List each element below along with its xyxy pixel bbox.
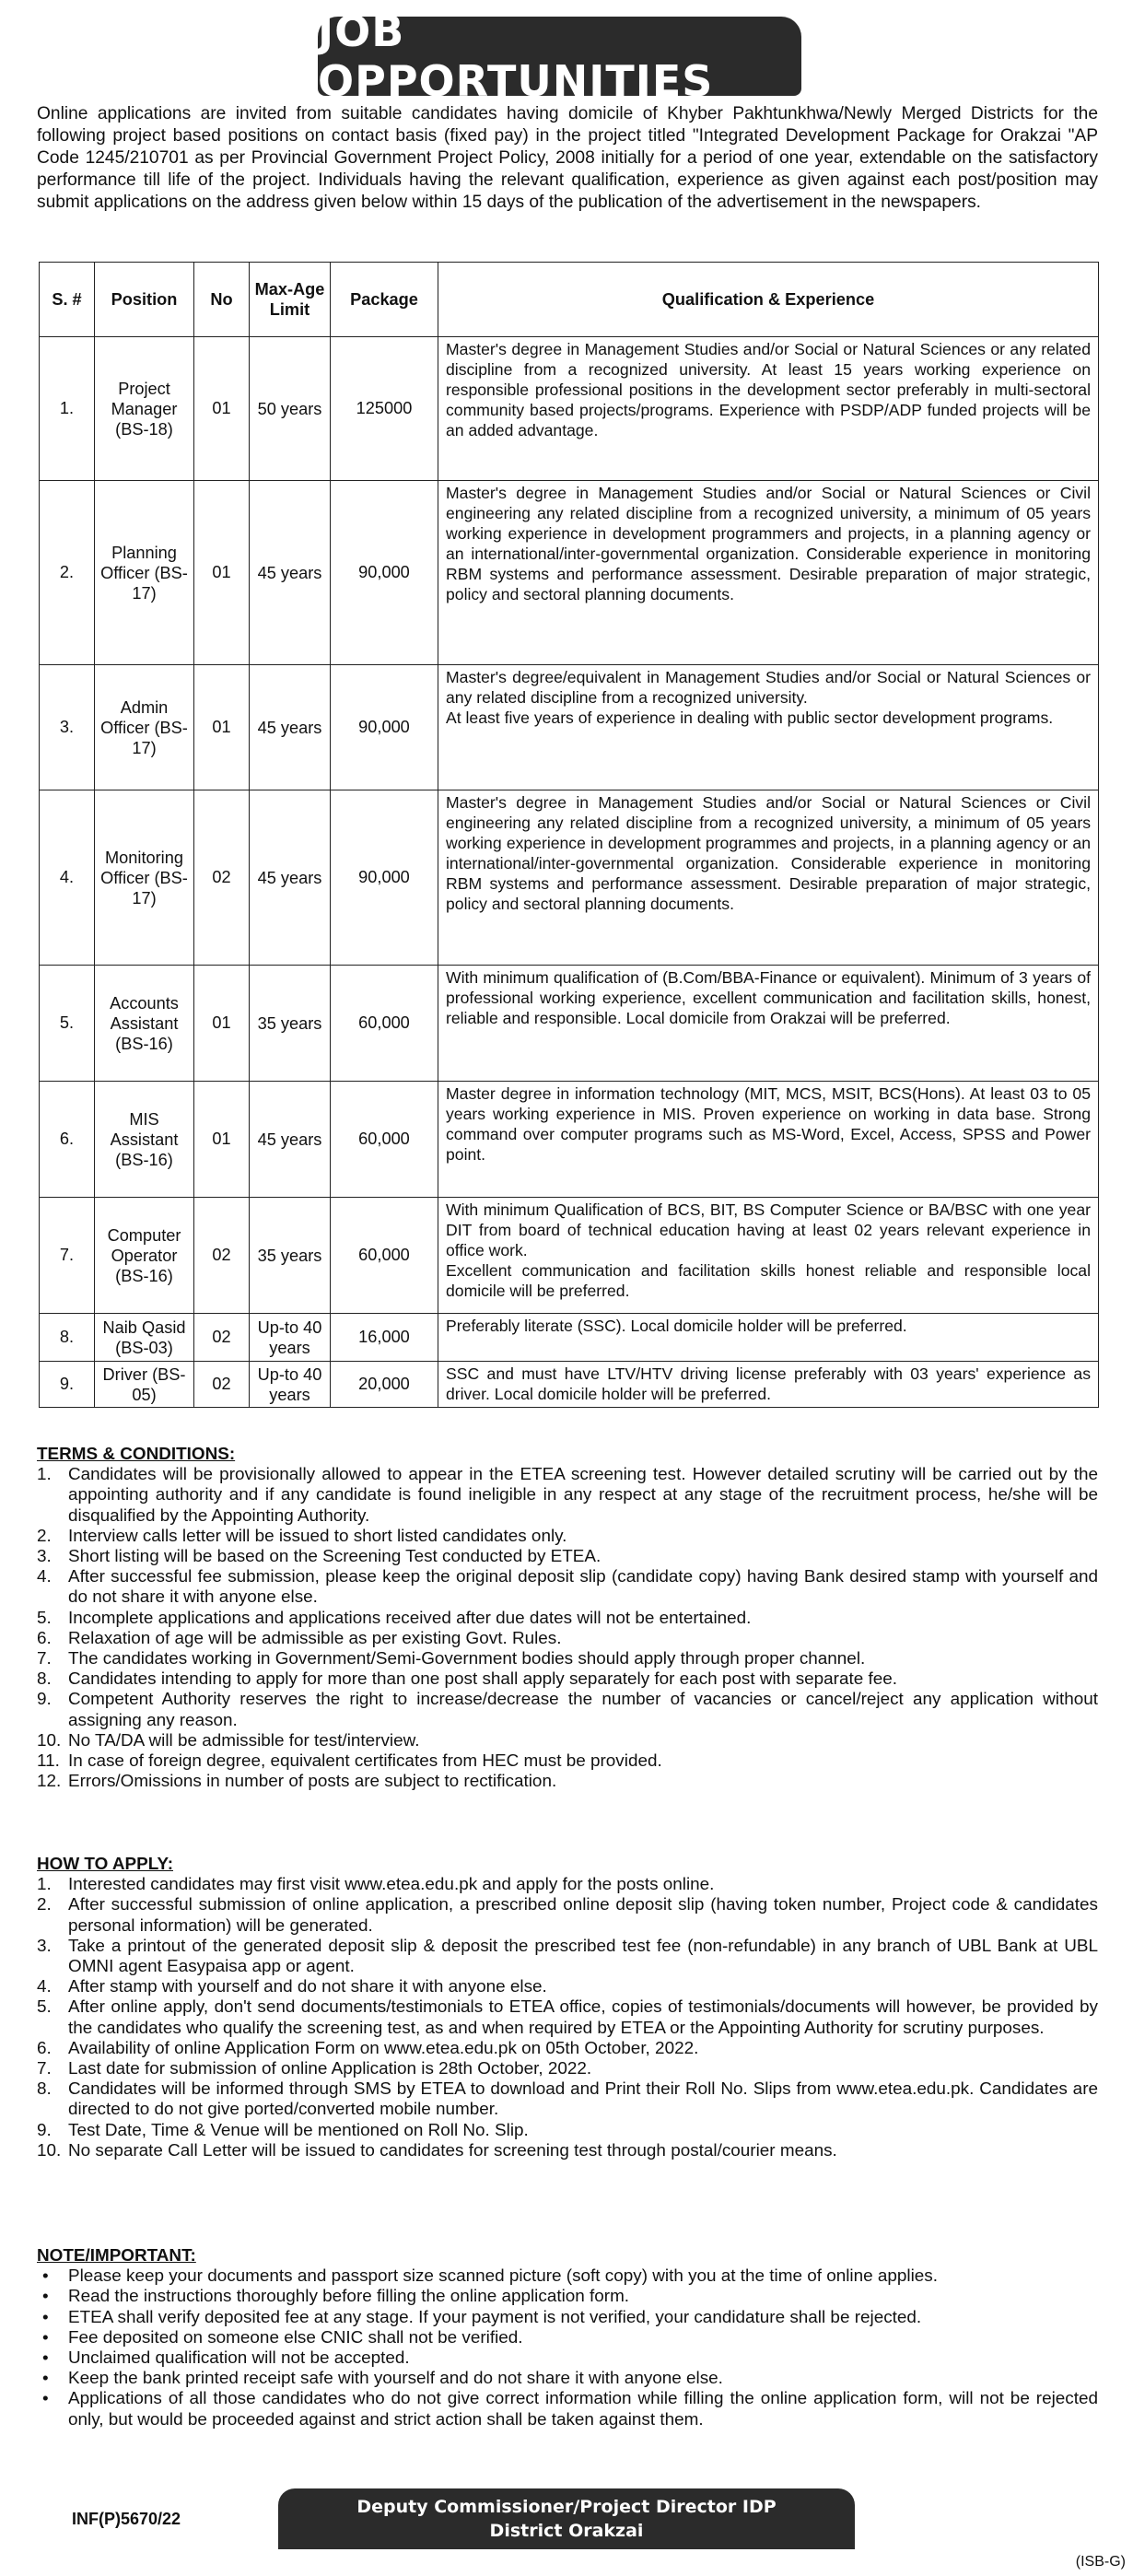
title-banner xyxy=(318,6,801,106)
bullet-icon: • xyxy=(42,2348,49,2369)
item-number: 3. xyxy=(37,1936,52,1956)
jobs-table-body xyxy=(40,337,1099,1408)
cell-age: 45 years xyxy=(250,665,331,790)
list-item xyxy=(37,2348,1098,2369)
cell-package: 60,000 xyxy=(331,1082,438,1198)
list-item xyxy=(37,2328,1098,2348)
cell-qualification: Master's degree in Management Studies and/or Social or Natural Sciences or any related discipline from a recognized university. At least 15 years working experience on responsible professional positions in the development sector preferably in multi-sectoral community based projects/programs. Experience with PSDP/ADP funded projects will be an added advantage. xyxy=(438,337,1099,481)
item-number: 6. xyxy=(37,1628,52,1648)
cell-sno: 5. xyxy=(40,966,95,1082)
item-number: 6. xyxy=(37,2038,52,2058)
item-number: 9. xyxy=(37,2120,52,2140)
item-text: Errors/Omissions in number of posts are subject to rectification. xyxy=(68,1772,557,1792)
item-number: 9. xyxy=(37,1690,52,1710)
terms-section xyxy=(37,1445,1098,1792)
cell-position: Planning Officer (BS-17) xyxy=(95,481,194,665)
item-number: 2. xyxy=(37,1526,52,1546)
header-position: Position xyxy=(95,263,194,337)
item-number: 8. xyxy=(37,2079,52,2100)
cell-sno: 9. xyxy=(40,1362,95,1408)
cell-sno: 1. xyxy=(40,337,95,481)
cell-no: 01 xyxy=(194,966,250,1082)
item-text: The candidates working in Government/Semi-Government bodies should apply through proper channel. xyxy=(68,1649,866,1669)
item-number: 7. xyxy=(37,2059,52,2079)
table-row xyxy=(40,665,1099,790)
list-item xyxy=(37,1527,1098,1547)
item-text: Interview calls letter will be issued to short listed candidates only. xyxy=(68,1526,567,1546)
cell-age: 45 years xyxy=(250,1082,331,1198)
advert-reference: INF(P)5670/22 xyxy=(72,2510,181,2528)
cell-age: Up-to 40 years xyxy=(250,1362,331,1408)
item-text: Fee deposited on someone else CNIC shall not be verified. xyxy=(68,2327,523,2348)
publication-code: (ISB-G) xyxy=(1075,2554,1126,2570)
item-text: Short listing will be based on the Screening Test conducted by ETEA. xyxy=(68,1547,602,1567)
table-row xyxy=(40,790,1099,966)
cell-age: Up-to 40 years xyxy=(250,1314,331,1362)
cell-sno: 3. xyxy=(40,665,95,790)
issuer-box xyxy=(278,2488,855,2549)
header-no: No xyxy=(194,263,250,337)
list-item xyxy=(37,1895,1098,1936)
item-text: Keep the bank printed receipt safe with yourself and do not share it with anyone else. xyxy=(68,2369,723,2389)
list-item xyxy=(37,2039,1098,2059)
how-to-apply-section xyxy=(37,1855,1098,2161)
cell-age: 45 years xyxy=(250,790,331,966)
jobs-table xyxy=(39,262,1099,1408)
item-text: Last date for submission of online Application is 28th October, 2022. xyxy=(68,2059,592,2079)
item-text: No separate Call Letter will be issued to candidates for screening test through postal/courier means. xyxy=(68,2140,837,2160)
cell-package: 20,000 xyxy=(331,1362,438,1408)
terms-heading: TERMS & CONDITIONS: xyxy=(37,1445,236,1464)
cell-package: 90,000 xyxy=(331,790,438,966)
item-number: 1. xyxy=(37,1465,52,1485)
list-item xyxy=(37,1649,1098,1669)
cell-age: 35 years xyxy=(250,1198,331,1314)
cell-position: Naib Qasid (BS-03) xyxy=(95,1314,194,1362)
item-text: Read the instructions thoroughly before filling the online application form. xyxy=(68,2287,630,2307)
cell-qualification: SSC and must have LTV/HTV driving license preferably with 03 years' experience as driver. Local domicile holder will be preferred. xyxy=(438,1362,1099,1408)
cell-qualification: With minimum Qualification of BCS, BIT, BS Computer Science or BA/BSC with one year DIT from board of technical education having at least 02 years relevant experience in office work. Excellent communication and facilitation skills honest reliable and responsible local domicile will be preferred. xyxy=(438,1198,1099,1314)
list-item xyxy=(37,2287,1098,2307)
header-age: Max-Age Limit xyxy=(250,263,331,337)
item-text: After stamp with yourself and do not share it with anyone else. xyxy=(68,1977,547,1997)
item-text: Incomplete applications and applications received after due dates will not be entertained. xyxy=(68,1608,752,1628)
cell-sno: 4. xyxy=(40,790,95,966)
notes-list xyxy=(37,2266,1098,2430)
item-text: Take a printout of the generated deposit slip & deposit the prescribed test fee (non-refundable) in any branch of UBL Bank at UBL OMNI agent Easypaisa app or agent. xyxy=(68,1936,1098,1977)
list-item xyxy=(37,2079,1098,2120)
item-text: ETEA shall verify deposited fee at any stage. If your payment is not verified, your candidature shall be rejected. xyxy=(68,2307,922,2327)
table-row xyxy=(40,1314,1099,1362)
list-item xyxy=(37,1875,1098,1895)
bullet-icon: • xyxy=(42,2327,49,2348)
list-item xyxy=(37,1977,1098,1997)
item-text: Candidates will be informed through SMS by ETEA to download and Print their Roll No. Slips from www.etea.edu.pk. Candidates are directed to do not give ported/converted mobile number. xyxy=(68,2079,1098,2120)
bullet-icon: • xyxy=(42,2307,49,2327)
list-item xyxy=(37,2121,1098,2141)
cell-qualification: Master's degree in Management Studies and/or Social or Natural Sciences or Civil engineering any related discipline from a recognized university, a minimum of 05 years working experience in development programmes and projects, in a planning agency or an international/inter-governmental organization. Considerable experience in monitoring RBM systems and performance assessment. Desirable preparation of major strategic, policy and sectoral planning documents. xyxy=(438,790,1099,966)
cell-qualification: Master's degree in Management Studies and/or Social or Natural Sciences or Civil engineering any related discipline from a recognized university, a minimum of 05 years working experience in development programmers and projects, in a planning agency or an international/inter-governmental organization. Considerable experience in monitoring RBM systems and performance assessment. Desirable preparation of major strategic, policy and sectoral planning documents. xyxy=(438,481,1099,665)
cell-age: 50 years xyxy=(250,337,331,481)
cell-position: MIS Assistant (BS-16) xyxy=(95,1082,194,1198)
cell-no: 01 xyxy=(194,481,250,665)
cell-no: 02 xyxy=(194,1362,250,1408)
list-item xyxy=(37,1751,1098,1772)
list-item xyxy=(37,1772,1098,1792)
item-text: Test Date, Time & Venue will be mentioned on Roll No. Slip. xyxy=(68,2120,529,2140)
cell-sno: 7. xyxy=(40,1198,95,1314)
list-item xyxy=(37,1997,1098,2038)
cell-position: Computer Operator (BS-16) xyxy=(95,1198,194,1314)
header-qualification: Qualification & Experience xyxy=(438,263,1099,337)
table-row xyxy=(40,481,1099,665)
list-item xyxy=(37,1547,1098,1567)
cell-sno: 8. xyxy=(40,1314,95,1362)
issuer-title: Deputy Commissioner/Project Director IDP xyxy=(356,2497,777,2517)
how-to-apply-list xyxy=(37,1875,1098,2161)
list-item xyxy=(37,2059,1098,2079)
item-text: Candidates intending to apply for more than one post shall apply separately for each post with separate fee. xyxy=(68,1669,897,1690)
cell-package: 60,000 xyxy=(331,1198,438,1314)
item-number: 4. xyxy=(37,1567,52,1587)
item-text: Unclaimed qualification will not be accepted. xyxy=(68,2348,410,2369)
item-number: 1. xyxy=(37,1875,52,1895)
item-number: 10. xyxy=(37,1730,62,1751)
issuer-district: District Orakzai xyxy=(489,2521,644,2541)
item-text: In case of foreign degree, equivalent certificates from HEC must be provided. xyxy=(68,1751,662,1772)
cell-package: 90,000 xyxy=(331,665,438,790)
list-item xyxy=(37,2141,1098,2161)
bullet-icon: • xyxy=(42,2389,49,2409)
table-header-row xyxy=(40,263,1099,337)
cell-position: Project Manager (BS-18) xyxy=(95,337,194,481)
item-text: Relaxation of age will be admissible as per existing Govt. Rules. xyxy=(68,1628,562,1648)
item-number: 10. xyxy=(37,2140,62,2160)
cell-no: 02 xyxy=(194,1314,250,1362)
list-item xyxy=(37,1567,1098,1608)
item-number: 12. xyxy=(37,1772,62,1792)
list-item xyxy=(37,1690,1098,1730)
item-text: Interested candidates may first visit www.etea.edu.pk and apply for the posts online. xyxy=(68,1875,715,1895)
bullet-icon: • xyxy=(42,2287,49,2307)
item-text: Please keep your documents and passport size scanned picture (soft copy) with you at the time of online applies. xyxy=(68,2266,939,2287)
item-number: 5. xyxy=(37,1608,52,1628)
table-row xyxy=(40,337,1099,481)
bullet-icon: • xyxy=(42,2369,49,2389)
item-number: 3. xyxy=(37,1547,52,1567)
page-title: JOB OPPORTUNITIES xyxy=(318,6,714,106)
table-row xyxy=(40,1362,1099,1408)
cell-no: 01 xyxy=(194,665,250,790)
cell-position: Admin Officer (BS-17) xyxy=(95,665,194,790)
cell-package: 125000 xyxy=(331,337,438,481)
table-row xyxy=(40,966,1099,1082)
item-text: Applications of all those candidates who do not give correct information while filling the online application form, will not be rejected only, but would be proceeded against and strict action shall be taken against them. xyxy=(68,2389,1098,2430)
list-item xyxy=(37,2266,1098,2287)
list-item xyxy=(37,1731,1098,1751)
item-text: No TA/DA will be admissible for test/interview. xyxy=(68,1730,420,1751)
cell-no: 01 xyxy=(194,1082,250,1198)
item-text: Availability of online Application Form on www.etea.edu.pk on 05th October, 2022. xyxy=(68,2038,699,2058)
cell-qualification: Master's degree/equivalent in Management Studies and/or Social or Natural Sciences or any related discipline from a recognized university. At least five years of experience in dealing with public sector development programs. xyxy=(438,665,1099,790)
cell-no: 01 xyxy=(194,337,250,481)
item-number: 2. xyxy=(37,1895,52,1915)
cell-package: 16,000 xyxy=(331,1314,438,1362)
cell-qualification: Master degree in information technology (MIT, MCS, MSIT, BCS(Hons). At least 03 to 05 years working experience in MIS. Proven experience on working in data base. Strong command over computer programs such as MS-Word, Excel, Access, SPSS and Power point. xyxy=(438,1082,1099,1198)
intro-paragraph: Online applications are invited from suitable candidates having domicile of Khyber Pakhtunkhwa/Newly Merged Districts for the following project based positions on contact basis (fixed pay) in the project titled "Integrated Development Package for Orakzai "AP Code 1245/210701 as per Provincial Government Project Policy, 2008 initially for a period of one year, extendable on the satisfactory performance till life of the project. Individuals having the relevant qualification, experience as given against each post/position may submit applications on the address given below within 15 days of the publication of the advertisement in the newspapers. xyxy=(37,104,1098,212)
cell-no: 02 xyxy=(194,790,250,966)
notes-heading: NOTE/IMPORTANT: xyxy=(37,2246,196,2266)
list-item xyxy=(37,1669,1098,1690)
how-to-apply-heading: HOW TO APPLY: xyxy=(37,1855,173,1874)
item-number: 11. xyxy=(37,1751,60,1772)
cell-position: Monitoring Officer (BS-17) xyxy=(95,790,194,966)
cell-position: Driver (BS-05) xyxy=(95,1362,194,1408)
item-number: 5. xyxy=(37,1997,52,2018)
cell-sno: 2. xyxy=(40,481,95,665)
bullet-icon: • xyxy=(42,2266,49,2287)
list-item xyxy=(37,2389,1098,2430)
list-item xyxy=(37,1937,1098,1977)
notes-section xyxy=(37,2246,1098,2430)
list-item xyxy=(37,1629,1098,1649)
list-item xyxy=(37,1465,1098,1527)
list-item xyxy=(37,1609,1098,1629)
list-item xyxy=(37,2369,1098,2389)
header-sno: S. # xyxy=(40,263,95,337)
item-text: After online apply, don't send documents/testimonials to ETEA office, copies of testimonials/documents will however, be provided by the candidates who qualify the screening test, as and when required by ETEA or the Appointing Authority for scrutiny purposes. xyxy=(68,1997,1098,2038)
item-number: 4. xyxy=(37,1977,52,1997)
cell-sno: 6. xyxy=(40,1082,95,1198)
list-item xyxy=(37,2308,1098,2328)
item-text: After successful submission of online application, a prescribed online deposit slip (having token number, Project code & candidates personal information) will be generated. xyxy=(68,1895,1098,1936)
item-text: Candidates will be provisionally allowed to appear in the ETEA screening test. However detailed scrutiny will be carried out by the appointing authority and if any candidate is found ineligible in any respect at any stage of the recruitment process, he/she will be disqualified by the Appointing Authority. xyxy=(68,1465,1098,1526)
cell-no: 02 xyxy=(194,1198,250,1314)
cell-qualification: Preferably literate (SSC). Local domicile holder will be preferred. xyxy=(438,1314,1099,1362)
cell-age: 35 years xyxy=(250,966,331,1082)
cell-age: 45 years xyxy=(250,481,331,665)
terms-list xyxy=(37,1465,1098,1792)
cell-position: Accounts Assistant (BS-16) xyxy=(95,966,194,1082)
item-number: 7. xyxy=(37,1649,52,1669)
cell-qualification: With minimum qualification of (B.Com/BBA-Finance or equivalent). Minimum of 3 years of professional working experience, excellent communication and facilitation skills, honest, reliable and responsible. Local domicile from Orakzai will be preferred. xyxy=(438,966,1099,1082)
table-row xyxy=(40,1082,1099,1198)
cell-package: 90,000 xyxy=(331,481,438,665)
header-package: Package xyxy=(331,263,438,337)
cell-package: 60,000 xyxy=(331,966,438,1082)
item-text: After successful fee submission, please keep the original deposit slip (candidate copy) having Bank desired stamp with yourself and do not share it with anyone else. xyxy=(68,1567,1098,1608)
table-row xyxy=(40,1198,1099,1314)
item-number: 8. xyxy=(37,1669,52,1690)
item-text: Competent Authority reserves the right to increase/decrease the number of vacancies or cancel/reject any application without assigning any reason. xyxy=(68,1690,1098,1730)
